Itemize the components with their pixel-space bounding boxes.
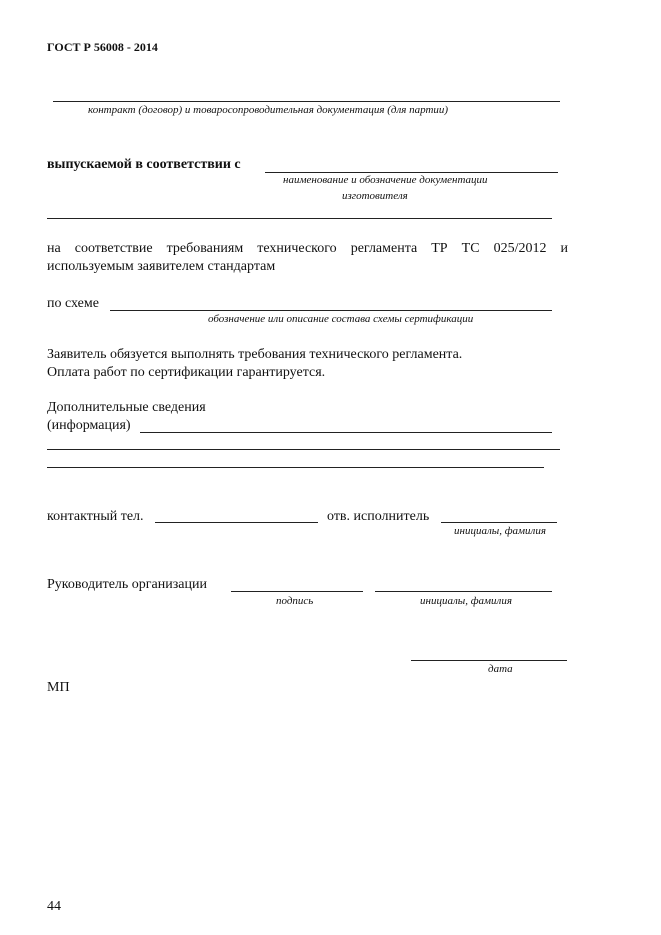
- page-number: 44: [47, 899, 61, 914]
- scheme-caption: обозначение или описание состава схемы сертификации: [208, 313, 474, 325]
- manufacturer-doc-field-line-2[interactable]: [47, 218, 552, 219]
- compliance-line1: на соответствие требованиям технического регламента ТР ТС 025/2012 и: [47, 241, 568, 256]
- info-field-line-1[interactable]: [140, 432, 552, 433]
- head-name-field-line[interactable]: [375, 591, 552, 592]
- executor-label: отв. исполнитель: [327, 509, 430, 524]
- scheme-label: по схеме: [47, 296, 99, 311]
- info-label: (информация): [47, 418, 131, 433]
- doc-caption-line1: наименование и обозначение документации: [283, 174, 488, 186]
- seal-label: МП: [47, 680, 70, 695]
- signature-caption: подпись: [276, 595, 314, 607]
- signature-field-line[interactable]: [231, 591, 363, 592]
- obligation-text: Заявитель обязуется выполнять требования технического регламента.: [47, 347, 463, 362]
- additional-info-label: Дополнительные сведения: [47, 400, 206, 415]
- contact-phone-field-line[interactable]: [155, 522, 318, 523]
- compliance-line2: используемым заявителем стандартам: [47, 259, 276, 274]
- manufacturer-doc-field-line[interactable]: [265, 172, 558, 173]
- payment-text: Оплата работ по сертификации гарантируется.: [47, 365, 326, 380]
- info-field-line-3[interactable]: [47, 467, 544, 468]
- info-field-line-2[interactable]: [47, 449, 560, 450]
- executor-caption: инициалы, фамилия: [454, 525, 546, 537]
- head-label: Руководитель организации: [47, 577, 207, 592]
- produced-label: выпускаемой в соответствии с: [47, 157, 241, 172]
- head-name-caption: инициалы, фамилия: [420, 595, 512, 607]
- contract-caption: контракт (договор) и товаросопроводительная документация (для партии): [88, 104, 449, 116]
- scheme-field-line[interactable]: [110, 310, 552, 311]
- contract-field-line[interactable]: [53, 101, 560, 102]
- date-field-line[interactable]: [411, 660, 567, 661]
- document-id: ГОСТ Р 56008 - 2014: [47, 40, 158, 54]
- executor-field-line[interactable]: [441, 522, 557, 523]
- contact-phone-label: контактный тел.: [47, 509, 144, 524]
- doc-caption-line2: изготовителя: [342, 190, 408, 202]
- date-caption: дата: [488, 663, 513, 675]
